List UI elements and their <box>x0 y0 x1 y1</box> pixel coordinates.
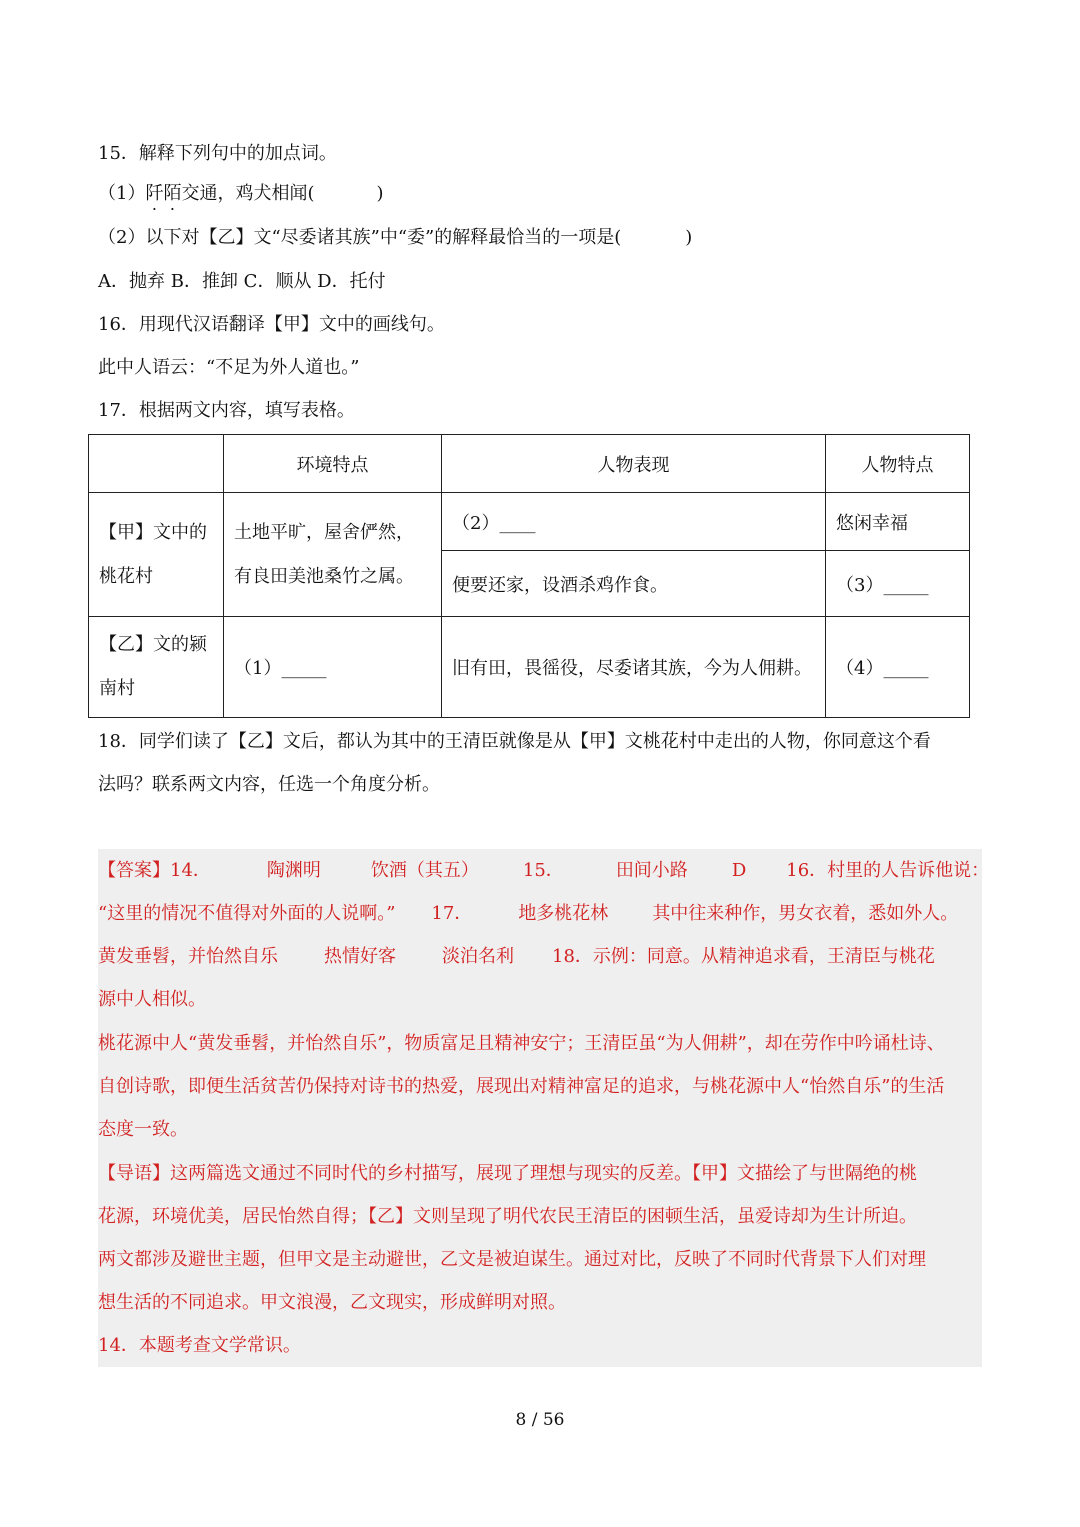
dotted-word-qian: 阡 <box>145 183 164 204</box>
q15-part1-prefix: （1） <box>98 183 146 204</box>
jia-env-cell <box>224 493 442 617</box>
answer-17-2: 其中往来种作，男女衣着，悉如外人。 <box>652 903 959 924</box>
jia-label-line2: 桃花村 <box>99 565 153 587</box>
jia-label-line1: 【甲】文中的 <box>99 521 207 543</box>
answer-16-start: 16．村里的人告诉他说： <box>786 860 990 881</box>
answer-14-author: 陶渊明 <box>266 860 321 881</box>
answer-15-1: 田间小路 <box>615 860 688 881</box>
jia-performance-2: 便要还家，设酒杀鸡作食。 <box>442 551 826 617</box>
jia-trait-blank: （3）_____ <box>826 551 970 617</box>
table-header-row <box>89 435 970 493</box>
answer-line-6: 自创诗歌，即便生活贫苦仍保持对诗书的热爱，展现出对精神富足的追求，与桃花源中人“怡然自乐”的生活 <box>98 1076 945 1097</box>
q15-part1-text: 交通，鸡犬相闻( <box>181 183 315 204</box>
answer-14-poem: 饮酒（其五） <box>370 860 479 881</box>
q15-part1 <box>98 183 384 205</box>
q17-table <box>88 434 970 718</box>
yi-label-cell <box>89 617 224 718</box>
yi-trait-blank: （4）_____ <box>826 617 970 718</box>
answer-background <box>98 849 982 1367</box>
answer-18-start: 18．示例：同意。从精神追求看，王清臣与桃花 <box>552 946 935 967</box>
answer-label: 【答案】14． <box>98 860 211 881</box>
table-row-jia-1 <box>89 493 970 551</box>
table-header-empty <box>89 435 224 493</box>
q18-line2: 法吗？联系两文内容，任选一个角度分析。 <box>98 774 440 795</box>
table-header-performance: 人物表现 <box>442 435 826 493</box>
q15-part2-close: ) <box>685 227 693 248</box>
jia-label-cell <box>89 493 224 617</box>
dotted-word-mo: 陌 <box>163 183 182 204</box>
guide-line-4: 想生活的不同追求。甲文浪漫，乙文现实，形成鲜明对照。 <box>98 1292 566 1313</box>
answer-line-2 <box>98 903 958 925</box>
answer-line-7: 态度一致。 <box>98 1119 188 1140</box>
answer-17-3: 黄发垂髫，并怡然自乐 <box>98 946 278 967</box>
jia-env-line1: 土地平旷，屋舍俨然， <box>234 521 414 543</box>
jia-trait-1: 悠闲幸福 <box>826 493 970 551</box>
guide-line-3: 两文都涉及避世主题，但甲文是主动避世，乙文是被迫谋生。通过对比，反映了不同时代背景下人们对理 <box>98 1249 926 1270</box>
q15-part1-close: ) <box>376 183 384 204</box>
table-header-env: 环境特点 <box>224 435 442 493</box>
answer-17-4: 热情好客 <box>324 946 396 967</box>
q18-line1: 18．同学们读了【乙】文后，都认为其中的王清臣就像是从【甲】文桃花村中走出的人物，你同意这个看 <box>98 731 931 752</box>
answer-line-1 <box>98 860 989 882</box>
answer-17-num: 17． <box>431 903 473 924</box>
yi-label-line2: 南村 <box>99 678 135 699</box>
jia-performance-blank: （2）____ <box>442 493 826 551</box>
answer-17-5: 淡泊名利 <box>442 946 514 967</box>
q15-title: 15．解释下列句中的加点词。 <box>98 143 337 164</box>
q17-title: 17．根据两文内容，填写表格。 <box>98 400 355 421</box>
yi-performance: 旧有田，畏徭役，尽委诸其族，今为人佣耕。 <box>442 617 826 718</box>
table-row-yi <box>89 617 970 718</box>
guide-line-1: 【导语】这两篇选文通过不同时代的乡村描写，展现了理想与现实的反差。【甲】文描绘了与世隔绝的桃 <box>98 1163 917 1184</box>
table-header-traits: 人物特点 <box>826 435 970 493</box>
q15-options: A．抛弃 B．推卸 C．顺从 D．托付 <box>98 271 386 292</box>
q15-part2-text: （2）以下对【乙】文“尽委诸其族”中“委”的解释最恰当的一项是( <box>98 227 622 248</box>
explanation-14: 14．本题考查文学常识。 <box>98 1335 301 1356</box>
answer-15-2: D <box>731 860 747 881</box>
answer-17-1: 地多桃花林 <box>518 903 609 924</box>
q16-sentence: 此中人语云：“不足为外人道也。” <box>98 357 360 378</box>
yi-label-line1: 【乙】文的颍 <box>99 634 207 655</box>
answer-line-3 <box>98 946 935 968</box>
yi-env-blank: （1）_____ <box>224 617 442 718</box>
q15-part2 <box>98 227 692 249</box>
guide-line-2: 花源，环境优美，居民怡然自得；【乙】文则呈现了明代农民王清臣的困顿生活，虽爱诗却为生计所迫。 <box>98 1206 917 1227</box>
answer-16-end: “这里的情况不值得对外面的人说啊。” <box>98 903 396 924</box>
answer-15-num: 15． <box>522 860 564 881</box>
jia-env-line2: 有良田美池桑竹之属。 <box>234 565 414 587</box>
page-number: 8 / 56 <box>515 1410 565 1430</box>
answer-line-4: 源中人相似。 <box>98 989 206 1010</box>
q16-title: 16．用现代汉语翻译【甲】文中的画线句。 <box>98 314 445 335</box>
answer-line-5: 桃花源中人“黄发垂髫，并怡然自乐”，物质富足且精神安宁；王清臣虽“为人佣耕”，却在劳作中吟诵杜诗、 <box>98 1033 945 1054</box>
